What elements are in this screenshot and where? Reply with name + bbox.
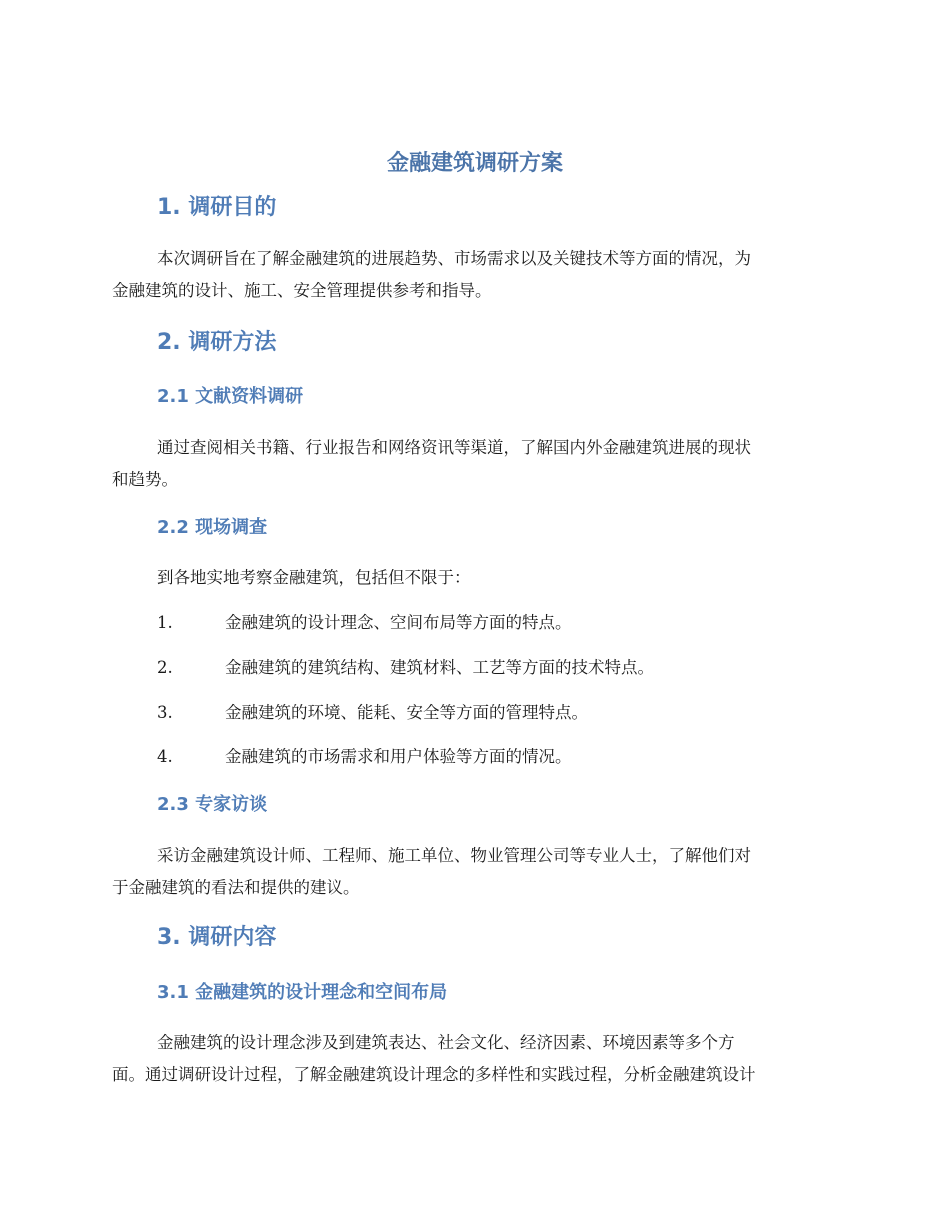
paragraph-line: 通过查阅相关书籍、行业报告和网络资讯等渠道，了解国内外金融建筑进展的现状 (157, 438, 751, 457)
paragraph-line: 金融建筑的设计理念涉及到建筑表达、社会文化、经济因素、环境因素等多个方 (157, 1033, 735, 1052)
paragraph-purpose (112, 243, 842, 307)
list-item-number: 4. (157, 747, 173, 766)
subsection-heading-field-survey: 2.2 现场调查 (157, 517, 268, 538)
list-item (157, 608, 572, 638)
subsection-heading-expert-interview: 2.3 专家访谈 (157, 794, 268, 815)
document-title: 金融建筑调研方案 (386, 151, 563, 176)
paragraph-expert-interview (112, 840, 842, 904)
section-heading-methods: 2. 调研方法 (157, 330, 277, 355)
list-item (157, 698, 588, 728)
section-heading-purpose: 1. 调研目的 (157, 195, 277, 220)
subsection-heading-design-concept: 3.1 金融建筑的设计理念和空间布局 (157, 982, 448, 1003)
paragraph-field-survey-intro: 到各地实地考察金融建筑，包括但不限于： (157, 568, 471, 587)
paragraph-design-concept (112, 1027, 842, 1091)
section-heading-content: 3. 调研内容 (157, 925, 277, 950)
list-item-text: 金融建筑的市场需求和用户体验等方面的情况。 (225, 747, 572, 766)
list-item-text: 金融建筑的建筑结构、建筑材料、工艺等方面的技术特点。 (225, 658, 654, 677)
paragraph-line: 金融建筑的设计、施工、安全管理提供参考和指导。 (112, 281, 492, 300)
paragraph-literature (112, 432, 842, 496)
list-item-text: 金融建筑的设计理念、空间布局等方面的特点。 (225, 613, 572, 632)
subsection-heading-literature: 2.1 文献资料调研 (157, 386, 304, 407)
paragraph-line: 面。通过调研设计过程，了解金融建筑设计理念的多样性和实践过程，分析金融建筑设计 (112, 1065, 756, 1084)
list-item-number: 2. (157, 658, 173, 677)
paragraph-line: 于金融建筑的看法和提供的建议。 (112, 878, 360, 897)
paragraph-line: 采访金融建筑设计师、工程师、施工单位、物业管理公司等专业人士，了解他们对 (157, 846, 751, 865)
paragraph-line: 和趋势。 (112, 470, 178, 489)
list-item-number: 1. (157, 613, 173, 632)
list-item-text: 金融建筑的环境、能耗、安全等方面的管理特点。 (225, 703, 588, 722)
list-item (157, 653, 654, 683)
list-item-number: 3. (157, 703, 173, 722)
paragraph-line: 本次调研旨在了解金融建筑的进展趋势、市场需求以及关键技术等方面的情况，为 (157, 249, 751, 268)
list-item (157, 742, 572, 772)
